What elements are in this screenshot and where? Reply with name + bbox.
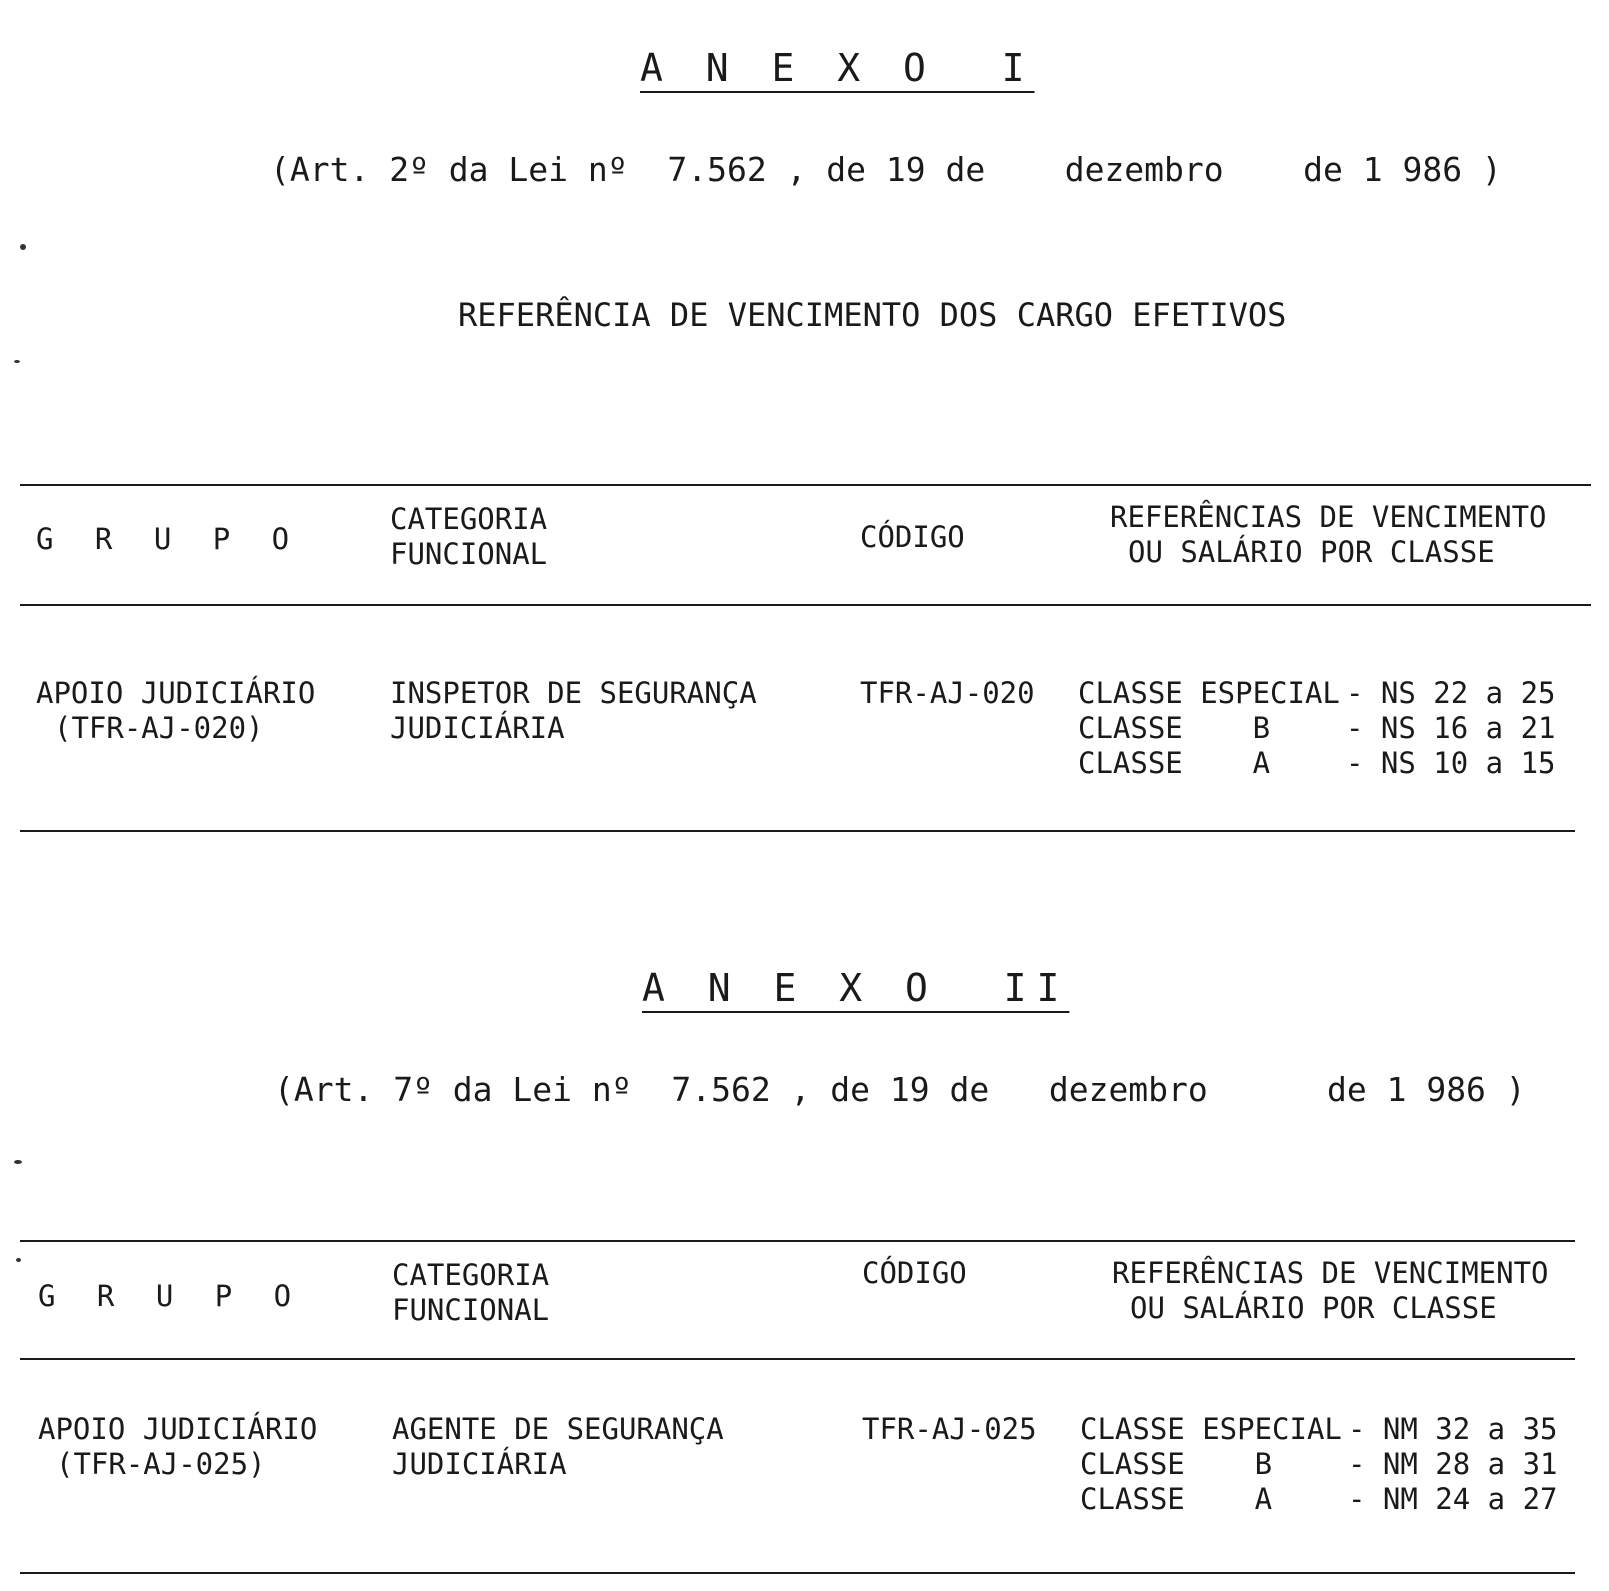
table-2-header-rule bbox=[20, 1358, 1575, 1360]
row-classe-b: CLASSE B bbox=[1078, 711, 1271, 745]
row-classe-a: CLASSE A bbox=[1078, 746, 1271, 780]
table-1-bottom-rule bbox=[20, 830, 1575, 832]
header-categoria-line-1: CATEGORIA bbox=[390, 502, 548, 536]
row-grupo-line-2: (TFR-AJ-025) bbox=[56, 1447, 266, 1481]
annex-2-subtitle: (Art. 7º da Lei nº 7.562 , de 19 de dezembro de 1 986 ) bbox=[274, 1070, 1526, 1109]
table-2-top-rule bbox=[20, 1240, 1575, 1242]
row-categoria-line-2: JUDICIÁRIA bbox=[392, 1447, 567, 1481]
row-classe-b: CLASSE B bbox=[1080, 1447, 1273, 1481]
table-1-header-rule bbox=[20, 604, 1591, 606]
row-grupo-line-1: APOIO JUDICIÁRIO bbox=[38, 1412, 318, 1446]
row-classe-especial: CLASSE ESPECIAL bbox=[1078, 676, 1340, 710]
header-referencias-line-2: OU SALÁRIO POR CLASSE bbox=[1130, 1291, 1497, 1325]
table-2-bottom-rule bbox=[20, 1572, 1575, 1574]
annex-1-title: A N E X O I bbox=[640, 46, 1035, 90]
table-1-top-rule bbox=[20, 484, 1591, 486]
scan-speck bbox=[20, 244, 26, 250]
scan-speck bbox=[14, 360, 20, 363]
row-ref-b: - NM 28 a 31 bbox=[1348, 1447, 1558, 1481]
row-categoria-line-1: INSPETOR DE SEGURANÇA bbox=[390, 676, 757, 710]
scan-speck bbox=[16, 1258, 21, 1262]
row-grupo-line-2: (TFR-AJ-020) bbox=[54, 711, 264, 745]
row-ref-especial: - NM 32 a 35 bbox=[1348, 1412, 1558, 1446]
row-grupo-line-1: APOIO JUDICIÁRIO bbox=[36, 676, 316, 710]
row-codigo: TFR-AJ-020 bbox=[860, 676, 1035, 710]
annex-2-title: A N E X O II bbox=[642, 966, 1070, 1010]
annex-1-heading: REFERÊNCIA DE VENCIMENTO DOS CARGO EFETIVOS bbox=[458, 296, 1287, 334]
row-classe-especial: CLASSE ESPECIAL bbox=[1080, 1412, 1342, 1446]
header-codigo: CÓDIGO bbox=[860, 520, 965, 554]
scan-speck bbox=[14, 1160, 22, 1164]
row-ref-a: - NS 10 a 15 bbox=[1346, 746, 1556, 780]
header-grupo: G R U P O bbox=[36, 522, 302, 556]
annex-1-subtitle: (Art. 2º da Lei nº 7.562 , de 19 de dezembro de 1 986 ) bbox=[270, 150, 1502, 189]
header-referencias-line-1: REFERÊNCIAS DE VENCIMENTO bbox=[1110, 500, 1547, 534]
row-categoria-line-2: JUDICIÁRIA bbox=[390, 711, 565, 745]
header-grupo: G R U P O bbox=[38, 1279, 304, 1313]
header-codigo: CÓDIGO bbox=[862, 1256, 967, 1290]
header-categoria-line-2: FUNCIONAL bbox=[390, 537, 548, 571]
row-ref-especial: - NS 22 a 25 bbox=[1346, 676, 1556, 710]
row-classe-a: CLASSE A bbox=[1080, 1482, 1273, 1516]
row-codigo: TFR-AJ-025 bbox=[862, 1412, 1037, 1446]
row-ref-b: - NS 16 a 21 bbox=[1346, 711, 1556, 745]
header-referencias-line-2: OU SALÁRIO POR CLASSE bbox=[1128, 535, 1495, 569]
header-categoria-line-2: FUNCIONAL bbox=[392, 1293, 550, 1327]
header-referencias-line-1: REFERÊNCIAS DE VENCIMENTO bbox=[1112, 1256, 1549, 1290]
row-categoria-line-1: AGENTE DE SEGURANÇA bbox=[392, 1412, 724, 1446]
header-categoria-line-1: CATEGORIA bbox=[392, 1258, 550, 1292]
row-ref-a: - NM 24 a 27 bbox=[1348, 1482, 1558, 1516]
